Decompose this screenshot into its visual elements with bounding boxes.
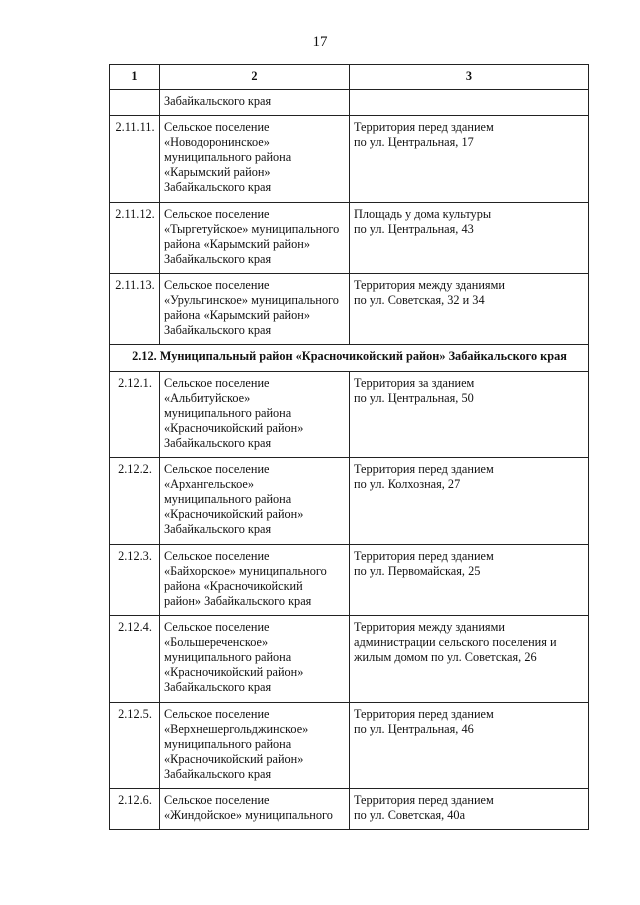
row-number: 2.11.11. (110, 116, 160, 203)
settlement-name: Сельское поселение «Тыргетуйское» муниципального района «Карымский район» Забайкальского края (160, 203, 350, 274)
row-number: 2.12.3. (110, 545, 160, 616)
location-description: Территория перед зданием по ул. Советская, 40а (350, 789, 589, 830)
column-header-1: 1 (110, 65, 160, 90)
row-number: 2.12.1. (110, 372, 160, 458)
table-row (110, 458, 589, 545)
locations-table (109, 64, 589, 830)
location-description: Территория за зданием по ул. Центральная, 50 (350, 372, 589, 458)
location-description (350, 90, 589, 116)
row-number: 2.12.6. (110, 789, 160, 830)
table-row (110, 616, 589, 703)
location-description: Площадь у дома культуры по ул. Центральная, 43 (350, 203, 589, 274)
table-body (110, 90, 589, 830)
row-number (110, 90, 160, 116)
column-header-2: 2 (160, 65, 350, 90)
row-number: 2.12.4. (110, 616, 160, 703)
settlement-name: Сельское поселение «Урульгинское» муниципального района «Карымский район» Забайкальского края (160, 274, 350, 345)
row-number: 2.11.13. (110, 274, 160, 345)
location-description: Территория перед зданием по ул. Центральная, 46 (350, 703, 589, 789)
settlement-name: Сельское поселение «Байхорское» муниципального района «Красночикойский район» Забайкальского края (160, 545, 350, 616)
settlement-name: Сельское поселение «Альбитуйское» муниципального района «Красночикойский район» Забайкальского края (160, 372, 350, 458)
page-number: 17 (312, 34, 328, 50)
table-header-row (110, 65, 589, 90)
table-row (110, 372, 589, 458)
location-description: Территория перед зданием по ул. Первомайская, 25 (350, 545, 589, 616)
table-row (110, 703, 589, 789)
settlement-name: Сельское поселение «Жиндойское» муниципального (160, 789, 350, 830)
location-description: Территория перед зданием по ул. Центральная, 17 (350, 116, 589, 203)
table-row (110, 203, 589, 274)
settlement-name: Сельское поселение «Архангельское» муниципального района «Красночикойский район» Забайкальского края (160, 458, 350, 545)
row-number: 2.12.5. (110, 703, 160, 789)
settlement-name: Сельское поселение «Верхнешергольджинское» муниципального района «Красночикойский район» Забайкальского края (160, 703, 350, 789)
row-number: 2.11.12. (110, 203, 160, 274)
table-row (110, 116, 589, 203)
location-description: Территория между зданиями администрации сельского поселения и жилым домом по ул. Советская, 26 (350, 616, 589, 703)
table-row (110, 274, 589, 345)
settlement-name: Сельское поселение «Большереченское» муниципального района «Красночикойский район» Забайкальского края (160, 616, 350, 703)
section-title: 2.12. Муниципальный район «Красночикойский район» Забайкальского края (110, 345, 589, 372)
table-row (110, 789, 589, 830)
row-number: 2.12.2. (110, 458, 160, 545)
settlement-name: Сельское поселение «Новодоронинское» муниципального района «Карымский район» Забайкальского края (160, 116, 350, 203)
table-row (110, 90, 589, 116)
location-description: Территория между зданиями по ул. Советская, 32 и 34 (350, 274, 589, 345)
settlement-name: Забайкальского края (160, 90, 350, 116)
table-row (110, 545, 589, 616)
section-header-row (110, 345, 589, 372)
column-header-3: 3 (350, 65, 589, 90)
location-description: Территория перед зданием по ул. Колхозная, 27 (350, 458, 589, 545)
